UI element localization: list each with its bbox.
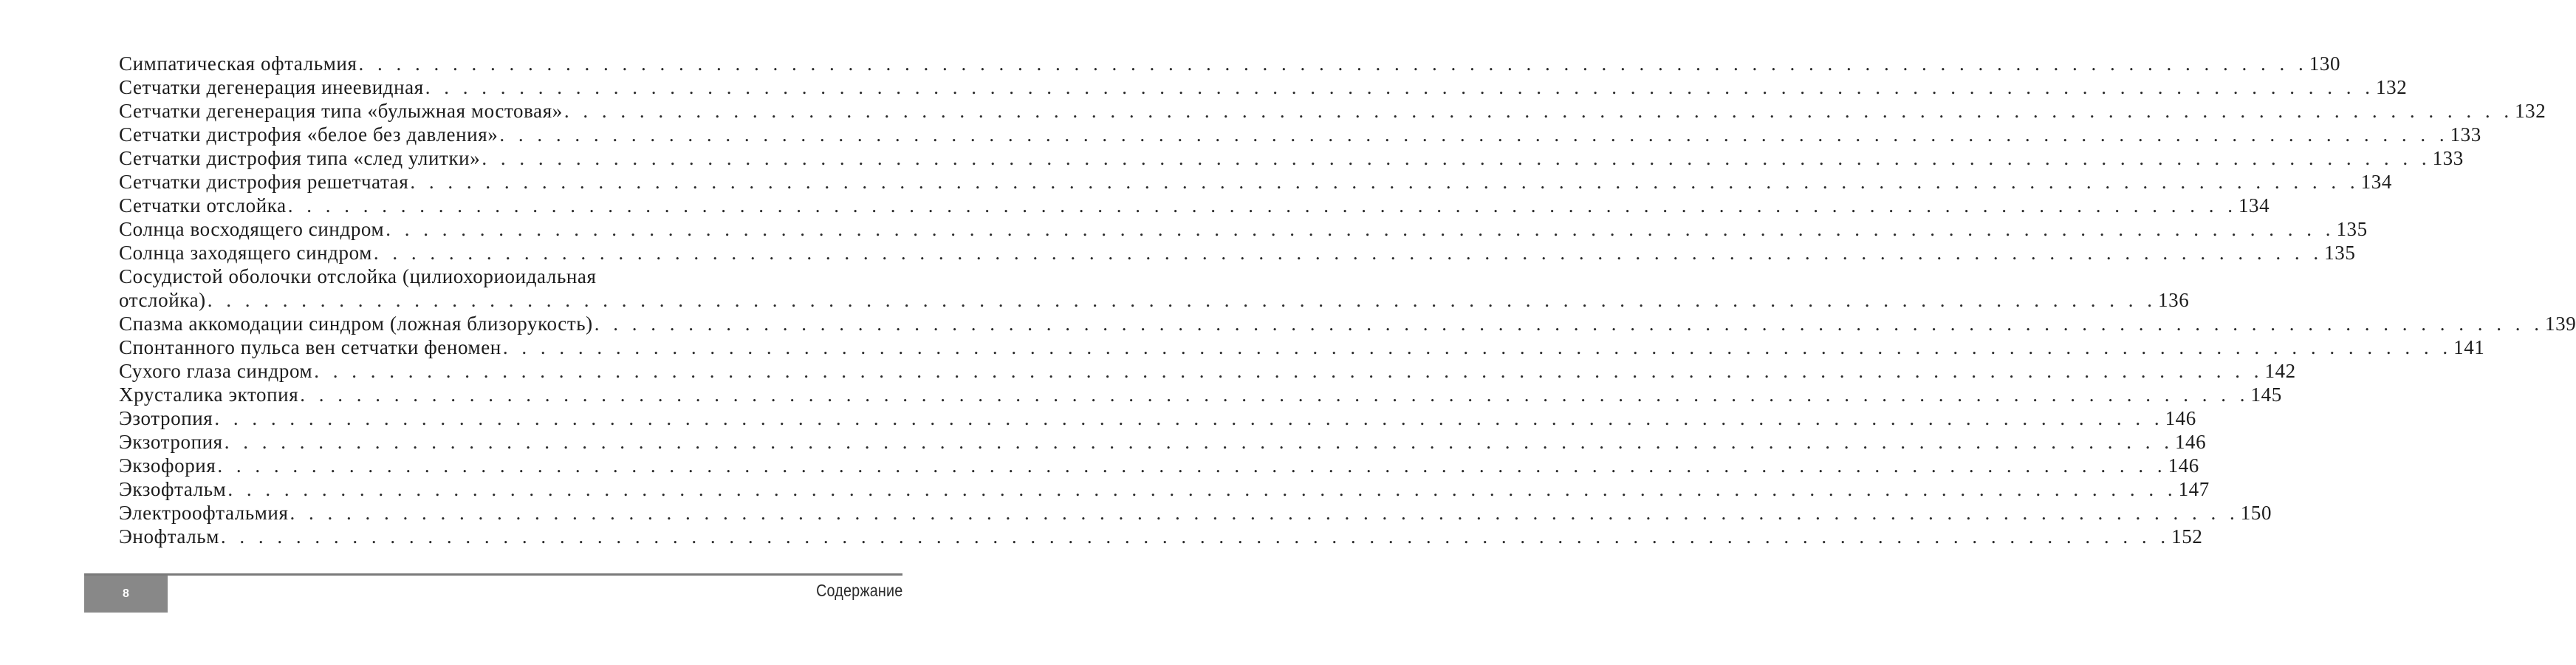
- footer-divider: [84, 573, 902, 576]
- toc-entry: [119, 312, 2576, 335]
- toc-entry-title: Сетчатки дистрофия решетчатая: [119, 171, 409, 193]
- toc-entry-page: 134: [2360, 171, 2392, 193]
- running-title: Содержание: [815, 581, 902, 600]
- toc-entry-page: 130: [2309, 52, 2341, 75]
- toc-entry-page: 136: [2158, 289, 2190, 311]
- toc-entry: [119, 454, 2199, 477]
- toc-entry: [119, 99, 2546, 123]
- toc-entry-title: Сухого глаза синдром: [119, 360, 313, 382]
- dot-leader: . . . . . . . . . . . . . . . . . . . . . . . . . . . . . . . . . . . . . . . . . . . . . . . . . . . . . . . . . . . . . . . . . . . . . . . . . . . . . . . . . . . . . . . . . . . . . . . . . . . . . . . .: [386, 218, 2335, 240]
- toc-entry-title: Экзофория: [119, 454, 216, 477]
- toc-entry-title: Сетчатки дистрофия типа «след улитки»: [119, 147, 481, 169]
- toc-entry: [119, 265, 2190, 312]
- toc-entry-page: 134: [2238, 194, 2270, 216]
- toc-entry-page: 147: [2178, 478, 2210, 500]
- dot-leader: . . . . . . . . . . . . . . . . . . . . . . . . . . . . . . . . . . . . . . . . . . . . . . . . . . . . . . . . . . . . . . . . . . . . . . . . . . . . . . . . . . . . . . . . . . . . . . . . . . . . . . . .: [482, 147, 2431, 169]
- dot-leader: . . . . . . . . . . . . . . . . . . . . . . . . . . . . . . . . . . . . . . . . . . . . . . . . . . . . . . . . . . . . . . . . . . . . . . . . . . . . . . . . . . . . . . . . . . . . . . . . . . . . . . . .: [220, 525, 2171, 548]
- dot-leader: . . . . . . . . . . . . . . . . . . . . . . . . . . . . . . . . . . . . . . . . . . . . . . . . . . . . . . . . . . . . . . . . . . . . . . . . . . . . . . . . . . . . . . . . . . . . . . . . . . . . . . . .: [358, 52, 2308, 75]
- toc-entry-title: Эзотропия: [119, 407, 213, 429]
- toc-entry-title: Хрусталика эктопия: [119, 383, 299, 406]
- toc-entry-title: Экзофтальм: [119, 478, 227, 500]
- toc-entry: [119, 75, 2408, 99]
- toc-entry-page: 141: [2453, 336, 2485, 358]
- toc-entry: [119, 477, 2210, 501]
- toc-entry-page: 132: [2515, 100, 2546, 122]
- toc-entry: [119, 525, 2203, 548]
- toc-entry-page: 142: [2264, 360, 2296, 382]
- dot-leader: . . . . . . . . . . . . . . . . . . . . . . . . . . . . . . . . . . . . . . . . . . . . . . . . . . . . . . . . . . . . . . . . . . . . . . . . . . . . . . . . . . . . . . . . . . . . . . . . . . . . . . . .: [502, 336, 2453, 358]
- toc-entry: [119, 52, 2341, 75]
- toc-entry: [119, 123, 2481, 146]
- dot-leader: . . . . . . . . . . . . . . . . . . . . . . . . . . . . . . . . . . . . . . . . . . . . . . . . . . . . . . . . . . . . . . . . . . . . . . . . . . . . . . . . . . . . . . . . . . . . . . . . . . . . . . . .: [594, 313, 2544, 335]
- toc-entry-page: 146: [2165, 407, 2196, 429]
- toc-entry-page: 139: [2545, 313, 2576, 335]
- dot-leader: . . . . . . . . . . . . . . . . . . . . . . . . . . . . . . . . . . . . . . . . . . . . . . . . . . . . . . . . . . . . . . . . . . . . . . . . . . . . . . . . . . . . . . . . . . . . . . . . . . . . . . . .: [410, 171, 2360, 193]
- dot-leader: . . . . . . . . . . . . . . . . . . . . . . . . . . . . . . . . . . . . . . . . . . . . . . . . . . . . . . . . . . . . . . . . . . . . . . . . . . . . . . . . . . . . . . . . . . . . . . . . . . . . . . . .: [207, 289, 2157, 311]
- toc-entry-title: Спазма аккомодации синдром (ложная близорукость): [119, 313, 593, 335]
- toc-entry-page: 152: [2171, 525, 2203, 548]
- toc-entry: [119, 146, 2464, 170]
- dot-leader: . . . . . . . . . . . . . . . . . . . . . . . . . . . . . . . . . . . . . . . . . . . . . . . . . . . . . . . . . . . . . . . . . . . . . . . . . . . . . . . . . . . . . . . . . . . . . . . . . . . . . . . .: [300, 383, 2250, 406]
- toc-entry-title: Экзотропия: [119, 431, 223, 453]
- toc-entry-title: Симпатическая офтальмия: [119, 52, 357, 75]
- toc-entry-page: 133: [2450, 123, 2481, 146]
- toc-entry: [119, 170, 2392, 194]
- toc-entry: [119, 383, 2282, 406]
- toc-entry-page: 145: [2250, 383, 2282, 406]
- dot-leader: . . . . . . . . . . . . . . . . . . . . . . . . . . . . . . . . . . . . . . . . . . . . . . . . . . . . . . . . . . . . . . . . . . . . . . . . . . . . . . . . . . . . . . . . . . . . . . . . . . . . . . . .: [224, 431, 2174, 453]
- toc-entry: [119, 430, 2207, 454]
- toc-entry-continuation: [119, 288, 2190, 312]
- dot-leader: . . . . . . . . . . . . . . . . . . . . . . . . . . . . . . . . . . . . . . . . . . . . . . . . . . . . . . . . . . . . . . . . . . . . . . . . . . . . . . . . . . . . . . . . . . . . . . . . . . . . . . . .: [290, 502, 2239, 524]
- dot-leader: . . . . . . . . . . . . . . . . . . . . . . . . . . . . . . . . . . . . . . . . . . . . . . . . . . . . . . . . . . . . . . . . . . . . . . . . . . . . . . . . . . . . . . . . . . . . . . . . . . . . . . . .: [217, 454, 2167, 477]
- toc-entry-title: Солнца восходящего синдром: [119, 218, 385, 240]
- page-number-label: 8: [123, 587, 129, 600]
- toc-entry: [119, 406, 2196, 430]
- dot-leader: . . . . . . . . . . . . . . . . . . . . . . . . . . . . . . . . . . . . . . . . . . . . . . . . . . . . . . . . . . . . . . . . . . . . . . . . . . . . . . . . . . . . . . . . . . . . . . . . . . . . . . . .: [425, 76, 2375, 98]
- table-of-contents: [119, 52, 2576, 548]
- toc-entry-title: Сетчатки дистрофия «белое без давления»: [119, 123, 499, 146]
- toc-entry-page: 132: [2376, 76, 2408, 98]
- dot-leader: . . . . . . . . . . . . . . . . . . . . . . . . . . . . . . . . . . . . . . . . . . . . . . . . . . . . . . . . . . . . . . . . . . . . . . . . . . . . . . . . . . . . . . . . . . . . . . . . . . . . . . . .: [214, 407, 2164, 429]
- dot-leader: . . . . . . . . . . . . . . . . . . . . . . . . . . . . . . . . . . . . . . . . . . . . . . . . . . . . . . . . . . . . . . . . . . . . . . . . . . . . . . . . . . . . . . . . . . . . . . . . . . . . . . . .: [287, 194, 2237, 216]
- dot-leader: . . . . . . . . . . . . . . . . . . . . . . . . . . . . . . . . . . . . . . . . . . . . . . . . . . . . . . . . . . . . . . . . . . . . . . . . . . . . . . . . . . . . . . . . . . . . . . . . . . . . . . . .: [227, 478, 2177, 500]
- toc-entry-page: 146: [2168, 454, 2199, 477]
- dot-leader: . . . . . . . . . . . . . . . . . . . . . . . . . . . . . . . . . . . . . . . . . . . . . . . . . . . . . . . . . . . . . . . . . . . . . . . . . . . . . . . . . . . . . . . . . . . . . . . . . . . . . . . .: [314, 360, 2264, 382]
- page-number: [84, 576, 168, 613]
- toc-entry-title: Энофтальм: [119, 525, 219, 548]
- toc-entry-page: 135: [2336, 218, 2368, 240]
- toc-entry-title: отслойка): [119, 289, 206, 311]
- toc-entry: [119, 241, 2356, 265]
- toc-entry-title: Сетчатки отслойка: [119, 194, 287, 216]
- toc-entry: [119, 359, 2296, 383]
- toc-entry: [119, 194, 2270, 217]
- toc-entry-title: Сетчатки дегенерация типа «булыжная мостовая»: [119, 100, 563, 122]
- toc-entry-page: 150: [2240, 502, 2272, 524]
- toc-entry-title: Солнца заходящего синдром: [119, 242, 372, 264]
- toc-entry-page: 133: [2432, 147, 2464, 169]
- toc-entry-title: Сетчатки дегенерация инеевидная: [119, 76, 424, 98]
- dot-leader: . . . . . . . . . . . . . . . . . . . . . . . . . . . . . . . . . . . . . . . . . . . . . . . . . . . . . . . . . . . . . . . . . . . . . . . . . . . . . . . . . . . . . . . . . . . . . . . . . . . . . . . .: [564, 100, 2514, 122]
- toc-entry-page: 146: [2174, 431, 2207, 453]
- toc-entry-title-line1: Сосудистой оболочки отслойка (цилиохориоидальная: [119, 265, 597, 287]
- toc-entry: [119, 501, 2272, 525]
- toc-entry: [119, 335, 2485, 359]
- dot-leader: . . . . . . . . . . . . . . . . . . . . . . . . . . . . . . . . . . . . . . . . . . . . . . . . . . . . . . . . . . . . . . . . . . . . . . . . . . . . . . . . . . . . . . . . . . . . . . . . . . . . . . . .: [373, 242, 2323, 264]
- toc-entry-title: Электроофтальмия: [119, 502, 289, 524]
- toc-entry: [119, 217, 2368, 241]
- dot-leader: . . . . . . . . . . . . . . . . . . . . . . . . . . . . . . . . . . . . . . . . . . . . . . . . . . . . . . . . . . . . . . . . . . . . . . . . . . . . . . . . . . . . . . . . . . . . . . . . . . . . . . . .: [499, 123, 2449, 146]
- toc-entry-page: 135: [2324, 242, 2356, 264]
- toc-entry-title: Спонтанного пульса вен сетчатки феномен: [119, 336, 501, 358]
